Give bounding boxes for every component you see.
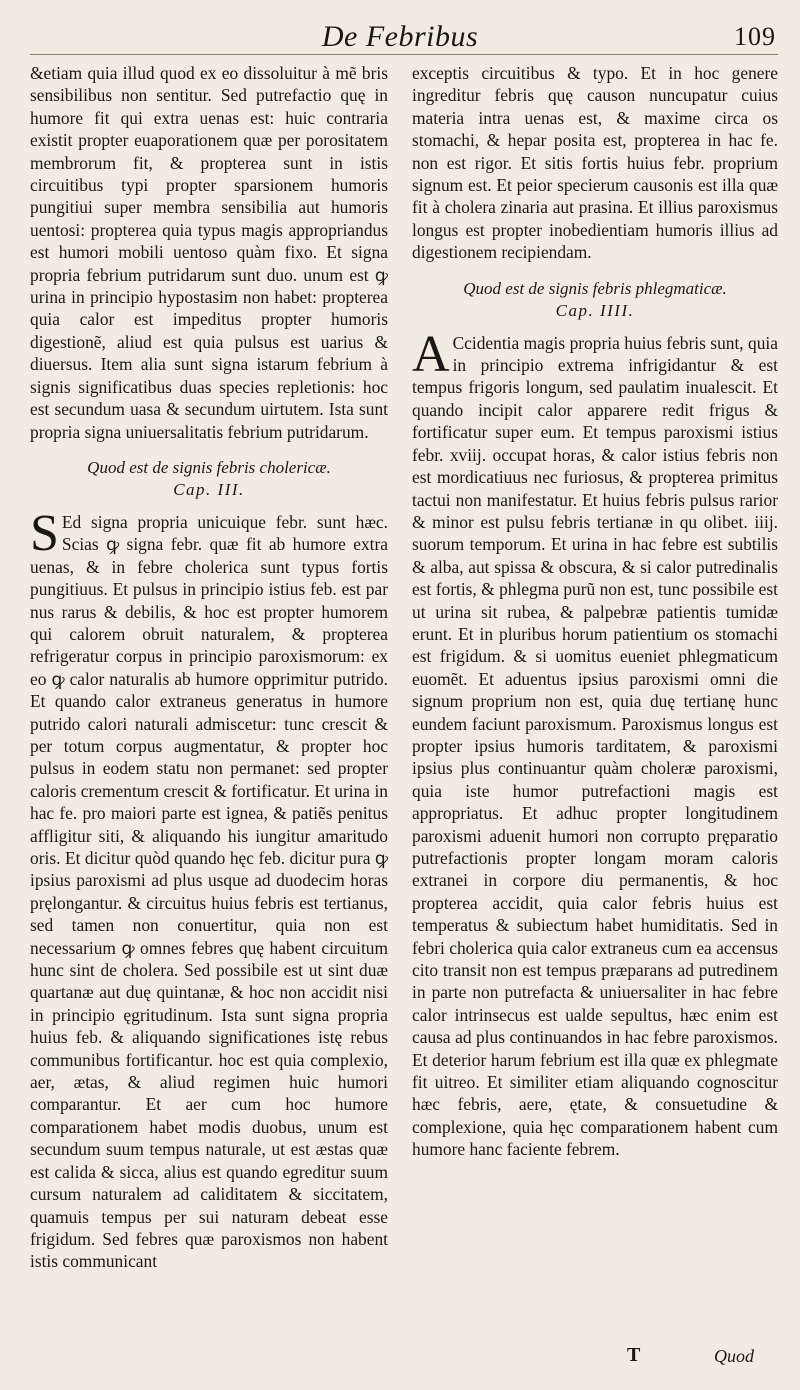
left-column [30, 62, 388, 1273]
left-paragraph-2-text: Ed signa propria unicuique febr. sunt hæc. Scias ꝙ signa febr. quæ fit ab humore extra uenas, & in febre cholerica sunt typus fortis pungitiuus. Et pulsus in principio istius feb. est par nus rarus & debilis, & hoc est propter humorem qui calorem obruit naturalem, & propterea refrigeratur corpus in principio paroxismorum: ex eo ꝙ calor naturalis ab humore opprimitur putrido. Et quando calor extraneus generatus in humore putrido calori naturali admiscetur: tunc crescit & per totum corpus augmentatur, & propter hoc pulsus in eodem statu non permanet: sed propter caloris crementum crescit & fortificatur. Et urina in hac fe. pro maiori parte est ignea, & patiẽs penitus affligitur siti, & aliquando his iungitur amaritudo oris. Et dicitur quòd quando hęc feb. dicitur pura ꝙ ipsius paroxismi ad plus usque ad duodecim horas pręlongantur. & circuitus huius febris est tertianus, sed tamen non conuertitur, quia non est necessarium ꝙ omnes febres quę habent circuitum hunc sint de cholera. Sed possibile est ut sint duæ quartanæ aut duę quintanæ, & hoc non accidit nisi in principio ęgritudinum. Ista sunt signa propria huius feb. & aliquando significationes istę rebus communibus fortificantur. hoc est quia complexio, aer, ætas, & aliud regimen huic humori comparantur. Et aer cum hoc humore comparationem habet modis duobus, unum est secundum suum tempus naturale, ut est æstas quæ est calida & sicca, alius est quando egreditur suum cursum naturalem ad caliditatem & siccitatem, quamuis tempus per sui naturam debeat esse frigidum. Sed febres quæ paroxismos non habent istis communicant [30, 511, 388, 1272]
running-title: De Febribus [321, 20, 479, 53]
catchword: Quod [714, 1346, 754, 1366]
chapter-heading-cholerica: Quod est de signis febris cholericæ. [87, 457, 331, 477]
right-paragraph-1: exceptis circuitibus & typo. Et in hoc genere ingreditur febris quę causon nuncupatur cuius materia intra uenas est, & maxime circa os stomachi, & hepar posita est, propterea in hac fe. non est rigor. Et sitis fortis huius febr. proprium signum est. Et peior specierum causonis est illa quæ fit à cholera zinaria aut prasina. Et illius paroxismus longus est propter inobedientiam humoris illius ad digestionem recipiendam. [412, 63, 778, 263]
right-paragraph-2-text: Ccidentia magis propria huius febris sunt, quia in principio extrema infrigidantur & est tempus frigoris longum, sed paulatim inualescit. Et quando incipit calor apparere redit frigus & fortificatur super eum. Et tempus paroxismi istius febr. xviij. occupat horas, & calor istius febris non est mordicatiuus nec furiosus, & propterea primitus tactui non manifestatur. Et huius febris pulsus rarior & minor est pulsu febris tertianæ in qu olibet. iiij. suorum temporum. Et urina in hac febre est subtilis & alba, aut spissa & obscura, & si calor putredinalis est fortis, & phlegma purũ non est, tunc possibile est ut urina sit rubea, & palpebræ patientis tumidæ erunt. Et in pluribus horum patientium os stomachi est frigidum. & si uomitus eueniet phlegmaticum euomẽt. Et aduentus ipsius paroxismi omni die signum proprium non est, quia duę tertianę hunc eundem faciunt paroxismum. Paroxismus longus est propter ipsius humoris tarditatem, & paroxismi ipsius plus continuantur quàm choleræ paroxismi, quia iste humor putrefactioni magis est appropriatus. Et adhuc propter longitudinem paroxismi aduenit humori non corrupto pręparatio putrefactionis propter longam moram caloris extranei in corpore diu permanentis, & hoc propterea accidit, quia calor febris huius est temperatus & subiectum habet humiditatis. Sed in febri cholerica quia calor extraneus cum ea accensus cito transit non est tempus præparans ad putredinem in parte non putrefacta & uniuersaliter in hac febre calor intrinsecus est ualde sepultus, hæc enim est causa ad plus continuandos in hac febre paroxismos. Et deterior harum febrium est illa quæ ex phlegmate fit uitreo. Et similiter etiam aliquando cognoscitur hæc febris, aere, ętate, & consuetudine & complexione, quia hęc comparationem habent cum humore hanc faciente febrem. [412, 332, 778, 1160]
left-paragraph-2 [30, 504, 388, 1273]
running-head [0, 14, 800, 58]
signature-mark: T [627, 1344, 641, 1366]
right-column [412, 62, 778, 1161]
chapter-number-4: Cap. IIII. [555, 300, 635, 320]
chapter-number-3: Cap. III. [173, 479, 245, 499]
drop-capital-a: A [412, 325, 450, 383]
right-paragraph-2 [412, 325, 778, 1161]
page-footer [0, 1344, 800, 1374]
page-number: 109 [734, 22, 776, 51]
chapter-heading-phlegmatica: Quod est de signis febris phlegmaticæ. [463, 278, 727, 298]
left-paragraph-1: &etiam quia illud quod ex eo dissoluitur à mẽ bris sensibilibus non sentitur. Sed putrefactio quę in humore fit qui extra uenas est: huic contraria existit propter euaporationem quæ per porositatem membrorum fit, & propterea sunt in istis circuitibus typi propter sparsionem humoris pungitiui super membra sensibilia aut humoris uentosi: propterea quia typus magis appropriandus est humori mobili uentoso quàm fixo. Et signa propria febrium putridarum sunt duo. unum est ꝙ urina in principio hypostasim non habet: propterea quia calor est impeditus propter humoris digestionẽ, aliud est quia pulsus est uarius & diuersus. Item alia sunt signa istarum febrium à signis significatibus duas species repletionis: hoc est secundum uasa & secundum uirtutem. Ista sunt propria signa uniuersalitatis febrium putridarum. [30, 63, 388, 442]
drop-capital-s: S [30, 504, 59, 562]
header-rule [30, 54, 778, 55]
